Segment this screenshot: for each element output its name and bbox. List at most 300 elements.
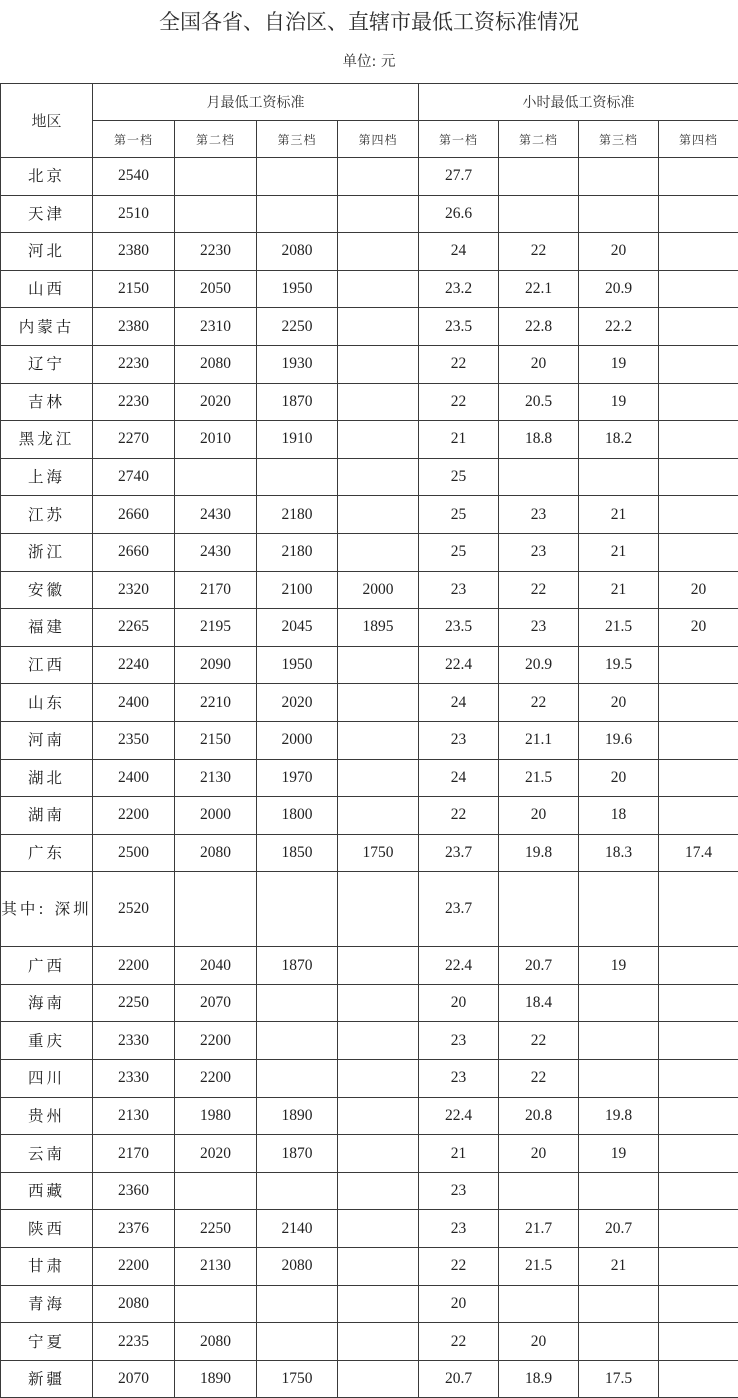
monthly-tier-4-cell [338,458,419,496]
hourly-tier-2-cell: 22 [499,571,579,609]
monthly-tier-4-cell [338,1248,419,1286]
hourly-tier-4-cell: 20 [659,609,738,647]
hourly-tier-2-cell [499,1172,579,1210]
region-cell: 西藏 [1,1172,93,1210]
table-row [1,195,738,233]
monthly-tier-2-cell: 2170 [175,571,257,609]
monthly-tier-3-cell: 1890 [257,1097,338,1135]
monthly-tier-2-cell: 2195 [175,609,257,647]
hourly-tier-1-cell: 26.6 [419,195,499,233]
hourly-tier-3-cell [579,1323,659,1361]
region-cell: 上海 [1,458,93,496]
table-row [1,797,738,835]
hourly-tier-3-cell [579,158,659,196]
hourly-tier-3-cell: 20.9 [579,270,659,308]
hourly-tier-3-cell: 19 [579,1135,659,1173]
hourly-tier-4-cell [659,1210,738,1248]
hourly-tier-1-cell: 25 [419,458,499,496]
monthly-tier-3-cell: 1950 [257,270,338,308]
hourly-tier-4-cell [659,1172,738,1210]
hourly-tier-2-cell: 21.5 [499,1248,579,1286]
monthly-tier-1-cell: 2740 [93,458,175,496]
monthly-tier-1-cell: 2376 [93,1210,175,1248]
monthly-tier-3-cell: 1850 [257,834,338,872]
monthly-tier-4-cell [338,984,419,1022]
hourly-tier-4-cell [659,496,738,534]
hourly-tier-4-cell [659,947,738,985]
hourly-tier-3-cell [579,1060,659,1098]
hourly-tier-4-cell [659,195,738,233]
table-row [1,308,738,346]
hourly-tier-3-cell: 20.7 [579,1210,659,1248]
table-row [1,1060,738,1098]
monthly-tier-2-cell: 1980 [175,1097,257,1135]
monthly-tier-3-cell [257,1323,338,1361]
hourly-tier-2-cell: 20.8 [499,1097,579,1135]
hourly-tier-4-cell [659,797,738,835]
monthly-tier-1-cell: 2070 [93,1360,175,1398]
monthly-tier-4-cell [338,158,419,196]
hourly-tier-1-cell: 23 [419,1060,499,1098]
monthly-tier-2-cell: 2430 [175,496,257,534]
hourly-tier-1-cell: 22 [419,1323,499,1361]
hourly-tier-4-cell [659,984,738,1022]
hourly-tier-1-header: 第一档 [419,121,499,158]
hourly-tier-3-cell [579,1022,659,1060]
hourly-tier-4-header: 第四档 [659,121,738,158]
monthly-tier-2-cell: 2210 [175,684,257,722]
monthly-tier-2-cell [175,458,257,496]
hourly-tier-1-cell: 23.7 [419,834,499,872]
hourly-tier-2-cell: 21.1 [499,721,579,759]
monthly-tier-2-cell: 2080 [175,1323,257,1361]
hourly-tier-1-cell: 22.4 [419,646,499,684]
monthly-tier-4-cell [338,1210,419,1248]
monthly-tier-2-cell: 2090 [175,646,257,684]
hourly-tier-2-cell: 21.5 [499,759,579,797]
table-row [1,947,738,985]
hourly-tier-2-cell: 22.1 [499,270,579,308]
monthly-tier-2-cell: 2070 [175,984,257,1022]
table-row [1,1360,738,1398]
region-cell: 湖南 [1,797,93,835]
monthly-tier-2-cell: 2130 [175,1248,257,1286]
hourly-tier-3-cell: 19 [579,947,659,985]
monthly-tier-3-cell: 2250 [257,308,338,346]
hourly-tier-2-cell: 18.9 [499,1360,579,1398]
monthly-tier-3-cell: 2140 [257,1210,338,1248]
hourly-tier-4-cell [659,1097,738,1135]
table-row [1,1323,738,1361]
hourly-tier-4-cell [659,646,738,684]
region-cell: 河北 [1,233,93,271]
monthly-tier-1-cell: 2270 [93,421,175,459]
hourly-tier-4-cell [659,1323,738,1361]
hourly-tier-3-cell: 19 [579,383,659,421]
table-row [1,158,738,196]
monthly-tier-2-cell: 2000 [175,797,257,835]
monthly-tier-3-cell: 1870 [257,383,338,421]
hourly-tier-2-cell [499,1285,579,1323]
monthly-tier-4-cell [338,1097,419,1135]
monthly-tier-4-cell [338,383,419,421]
monthly-tier-4-cell [338,270,419,308]
monthly-tier-3-cell [257,1022,338,1060]
hourly-tier-2-cell: 19.8 [499,834,579,872]
hourly-tier-1-cell: 24 [419,684,499,722]
hourly-tier-1-cell: 22 [419,797,499,835]
hourly-tier-3-cell: 22.2 [579,308,659,346]
monthly-tier-4-cell [338,1285,419,1323]
region-cell: 江苏 [1,496,93,534]
table-row [1,383,738,421]
monthly-tier-1-cell: 2230 [93,383,175,421]
monthly-tier-3-cell: 2020 [257,684,338,722]
table-row [1,458,738,496]
table-row [1,684,738,722]
region-cell: 重庆 [1,1022,93,1060]
region-cell: 黑龙江 [1,421,93,459]
monthly-tier-2-cell: 2010 [175,421,257,459]
monthly-tier-4-header: 第四档 [338,121,419,158]
table-row [1,421,738,459]
monthly-tier-1-cell: 2320 [93,571,175,609]
hourly-tier-4-cell [659,421,738,459]
hourly-tier-4-cell [659,759,738,797]
hourly-tier-4-cell [659,1022,738,1060]
monthly-tier-1-cell: 2400 [93,759,175,797]
hourly-tier-1-cell: 22.4 [419,1097,499,1135]
monthly-tier-1-cell: 2540 [93,158,175,196]
region-cell: 新疆 [1,1360,93,1398]
region-cell: 北京 [1,158,93,196]
hourly-tier-4-cell [659,158,738,196]
hourly-tier-4-cell: 17.4 [659,834,738,872]
hourly-tier-1-cell: 20 [419,984,499,1022]
hourly-tier-1-cell: 21 [419,1135,499,1173]
table-row [1,609,738,647]
monthly-tier-1-cell: 2265 [93,609,175,647]
hourly-tier-1-cell: 23.5 [419,308,499,346]
monthly-tier-1-cell: 2510 [93,195,175,233]
region-cell: 福建 [1,609,93,647]
hourly-tier-2-cell: 23 [499,496,579,534]
monthly-tier-1-cell: 2660 [93,496,175,534]
monthly-tier-3-cell: 2180 [257,533,338,571]
monthly-tier-2-cell: 1890 [175,1360,257,1398]
table-row [1,571,738,609]
table-row [1,721,738,759]
hourly-tier-2-cell: 20 [499,345,579,383]
monthly-tier-3-cell: 1930 [257,345,338,383]
monthly-tier-2-cell [175,872,257,947]
hourly-tier-4-cell [659,1360,738,1398]
hourly-tier-2-cell: 20.9 [499,646,579,684]
monthly-tier-1-cell: 2200 [93,1248,175,1286]
monthly-tier-2-cell: 2310 [175,308,257,346]
hourly-tier-4-cell [659,270,738,308]
monthly-tier-4-cell [338,1135,419,1173]
table-body [1,158,738,1398]
monthly-tier-4-cell [338,233,419,271]
monthly-tier-1-cell: 2380 [93,308,175,346]
monthly-tier-3-cell [257,1172,338,1210]
monthly-tier-3-cell [257,195,338,233]
hourly-tier-3-cell: 21 [579,533,659,571]
hourly-tier-3-cell: 21 [579,571,659,609]
monthly-group-header: 月最低工资标准 [93,84,419,121]
region-cell: 广西 [1,947,93,985]
region-cell: 青海 [1,1285,93,1323]
monthly-tier-2-cell [175,158,257,196]
hourly-tier-4-cell [659,383,738,421]
hourly-tier-4-cell [659,684,738,722]
monthly-tier-2-cell: 2150 [175,721,257,759]
hourly-tier-1-cell: 21 [419,421,499,459]
monthly-tier-2-cell: 2200 [175,1060,257,1098]
monthly-tier-2-cell [175,1172,257,1210]
unit-label: 单位: 元 [0,47,738,77]
region-cell: 四川 [1,1060,93,1098]
hourly-tier-4-cell [659,1135,738,1173]
region-cell: 天津 [1,195,93,233]
hourly-tier-3-cell: 19.6 [579,721,659,759]
monthly-tier-2-cell: 2130 [175,759,257,797]
monthly-tier-1-cell: 2380 [93,233,175,271]
monthly-tier-3-cell: 2080 [257,1248,338,1286]
hourly-tier-3-header: 第三档 [579,121,659,158]
hourly-tier-1-cell: 24 [419,759,499,797]
monthly-tier-4-cell [338,1022,419,1060]
monthly-tier-1-header: 第一档 [93,121,175,158]
hourly-tier-3-cell: 18.2 [579,421,659,459]
hourly-tier-3-cell: 18.3 [579,834,659,872]
hourly-tier-2-cell [499,158,579,196]
region-cell: 安徽 [1,571,93,609]
monthly-tier-4-cell [338,496,419,534]
monthly-tier-4-cell [338,1060,419,1098]
region-header: 地区 [1,84,93,158]
monthly-tier-2-cell: 2200 [175,1022,257,1060]
monthly-tier-4-cell [338,947,419,985]
hourly-tier-4-cell [659,533,738,571]
region-cell: 海南 [1,984,93,1022]
region-cell: 贵州 [1,1097,93,1135]
hourly-tier-3-cell: 19.5 [579,646,659,684]
table-row [1,345,738,383]
monthly-tier-3-cell: 1950 [257,646,338,684]
table-row [1,496,738,534]
hourly-tier-2-header: 第二档 [499,121,579,158]
hourly-tier-1-cell: 20 [419,1285,499,1323]
monthly-tier-2-header: 第二档 [175,121,257,158]
region-cell: 内蒙古 [1,308,93,346]
monthly-tier-3-cell: 1870 [257,947,338,985]
region-cell: 甘肃 [1,1248,93,1286]
hourly-tier-1-cell: 25 [419,533,499,571]
region-cell: 陕西 [1,1210,93,1248]
monthly-tier-4-cell [338,646,419,684]
hourly-tier-1-cell: 23.7 [419,872,499,947]
hourly-tier-3-cell: 20 [579,233,659,271]
table-row [1,1135,738,1173]
table-row [1,533,738,571]
hourly-tier-3-cell [579,1172,659,1210]
table-row [1,1248,738,1286]
hourly-tier-3-cell: 20 [579,684,659,722]
monthly-tier-1-cell: 2150 [93,270,175,308]
hourly-tier-1-cell: 24 [419,233,499,271]
region-cell: 其中: 深圳 [1,872,93,947]
monthly-tier-2-cell: 2250 [175,1210,257,1248]
hourly-tier-1-cell: 23.2 [419,270,499,308]
monthly-tier-1-cell: 2130 [93,1097,175,1135]
hourly-tier-3-cell [579,458,659,496]
monthly-tier-4-cell: 1895 [338,609,419,647]
document-title: 全国各省、自治区、直辖市最低工资标准情况 [0,0,738,44]
monthly-tier-1-cell: 2400 [93,684,175,722]
region-cell: 广东 [1,834,93,872]
hourly-tier-4-cell [659,233,738,271]
region-cell: 吉林 [1,383,93,421]
monthly-tier-1-cell: 2660 [93,533,175,571]
hourly-tier-3-cell: 19.8 [579,1097,659,1135]
hourly-tier-2-cell: 20 [499,1323,579,1361]
monthly-tier-1-cell: 2200 [93,797,175,835]
hourly-tier-1-cell: 23 [419,1210,499,1248]
monthly-tier-1-cell: 2330 [93,1022,175,1060]
monthly-tier-3-cell [257,984,338,1022]
monthly-tier-4-cell [338,195,419,233]
table-row [1,872,738,947]
table-row [1,1210,738,1248]
hourly-tier-4-cell [659,721,738,759]
region-cell: 辽宁 [1,345,93,383]
region-cell: 河南 [1,721,93,759]
monthly-tier-1-cell: 2330 [93,1060,175,1098]
monthly-tier-4-cell [338,797,419,835]
region-cell: 云南 [1,1135,93,1173]
hourly-tier-1-cell: 23.5 [419,609,499,647]
region-cell: 山西 [1,270,93,308]
table-row [1,233,738,271]
monthly-tier-3-cell: 2045 [257,609,338,647]
monthly-tier-1-cell: 2240 [93,646,175,684]
monthly-tier-1-cell: 2350 [93,721,175,759]
hourly-tier-2-cell: 21.7 [499,1210,579,1248]
monthly-tier-2-cell: 2020 [175,383,257,421]
hourly-group-header: 小时最低工资标准 [419,84,738,121]
hourly-tier-2-cell: 20 [499,1135,579,1173]
monthly-tier-2-cell: 2050 [175,270,257,308]
hourly-tier-2-cell: 23 [499,609,579,647]
hourly-tier-2-cell: 20.7 [499,947,579,985]
monthly-tier-1-cell: 2200 [93,947,175,985]
monthly-tier-4-cell [338,1172,419,1210]
monthly-tier-1-cell: 2250 [93,984,175,1022]
hourly-tier-4-cell [659,458,738,496]
hourly-tier-2-cell [499,458,579,496]
hourly-tier-2-cell [499,195,579,233]
monthly-tier-1-cell: 2230 [93,345,175,383]
table-row [1,834,738,872]
hourly-tier-4-cell [659,872,738,947]
monthly-tier-2-cell: 2080 [175,345,257,383]
hourly-tier-2-cell: 22 [499,1060,579,1098]
region-cell: 湖北 [1,759,93,797]
monthly-tier-4-cell [338,345,419,383]
region-cell: 江西 [1,646,93,684]
monthly-tier-3-header: 第三档 [257,121,338,158]
hourly-tier-1-cell: 20.7 [419,1360,499,1398]
hourly-tier-2-cell: 22 [499,684,579,722]
monthly-tier-2-cell: 2080 [175,834,257,872]
monthly-tier-1-cell: 2500 [93,834,175,872]
hourly-tier-3-cell: 21.5 [579,609,659,647]
hourly-tier-2-cell: 23 [499,533,579,571]
monthly-tier-3-cell: 2100 [257,571,338,609]
monthly-tier-4-cell [338,872,419,947]
monthly-tier-1-cell: 2520 [93,872,175,947]
monthly-tier-3-cell: 2180 [257,496,338,534]
monthly-tier-4-cell [338,759,419,797]
hourly-tier-2-cell: 22.8 [499,308,579,346]
table-row [1,1097,738,1135]
hourly-tier-1-cell: 22 [419,1248,499,1286]
hourly-tier-3-cell [579,1285,659,1323]
monthly-tier-4-cell: 1750 [338,834,419,872]
hourly-tier-1-cell: 23 [419,571,499,609]
hourly-tier-1-cell: 23 [419,1172,499,1210]
monthly-tier-4-cell [338,533,419,571]
monthly-tier-3-cell: 2080 [257,233,338,271]
hourly-tier-4-cell: 20 [659,571,738,609]
monthly-tier-3-cell [257,158,338,196]
hourly-tier-4-cell [659,345,738,383]
table-row [1,1022,738,1060]
hourly-tier-2-cell: 22 [499,233,579,271]
hourly-tier-1-cell: 23 [419,1022,499,1060]
hourly-tier-3-cell [579,984,659,1022]
hourly-tier-1-cell: 22 [419,383,499,421]
monthly-tier-3-cell [257,1060,338,1098]
monthly-tier-3-cell: 1910 [257,421,338,459]
monthly-tier-1-cell: 2170 [93,1135,175,1173]
hourly-tier-4-cell [659,1285,738,1323]
hourly-tier-2-cell: 18.8 [499,421,579,459]
min-wage-table [0,83,738,1398]
hourly-tier-4-cell [659,1060,738,1098]
hourly-tier-2-cell: 22 [499,1022,579,1060]
monthly-tier-3-cell: 1970 [257,759,338,797]
table-header [1,84,738,158]
hourly-tier-1-cell: 27.7 [419,158,499,196]
hourly-tier-4-cell [659,308,738,346]
monthly-tier-4-cell [338,684,419,722]
hourly-tier-3-cell: 20 [579,759,659,797]
hourly-tier-2-cell: 20 [499,797,579,835]
monthly-tier-4-cell [338,1360,419,1398]
hourly-tier-1-cell: 25 [419,496,499,534]
region-cell: 宁夏 [1,1323,93,1361]
hourly-tier-3-cell [579,195,659,233]
region-cell: 山东 [1,684,93,722]
hourly-tier-3-cell: 18 [579,797,659,835]
monthly-tier-3-cell [257,872,338,947]
monthly-tier-4-cell [338,721,419,759]
monthly-tier-1-cell: 2360 [93,1172,175,1210]
hourly-tier-2-cell [499,872,579,947]
